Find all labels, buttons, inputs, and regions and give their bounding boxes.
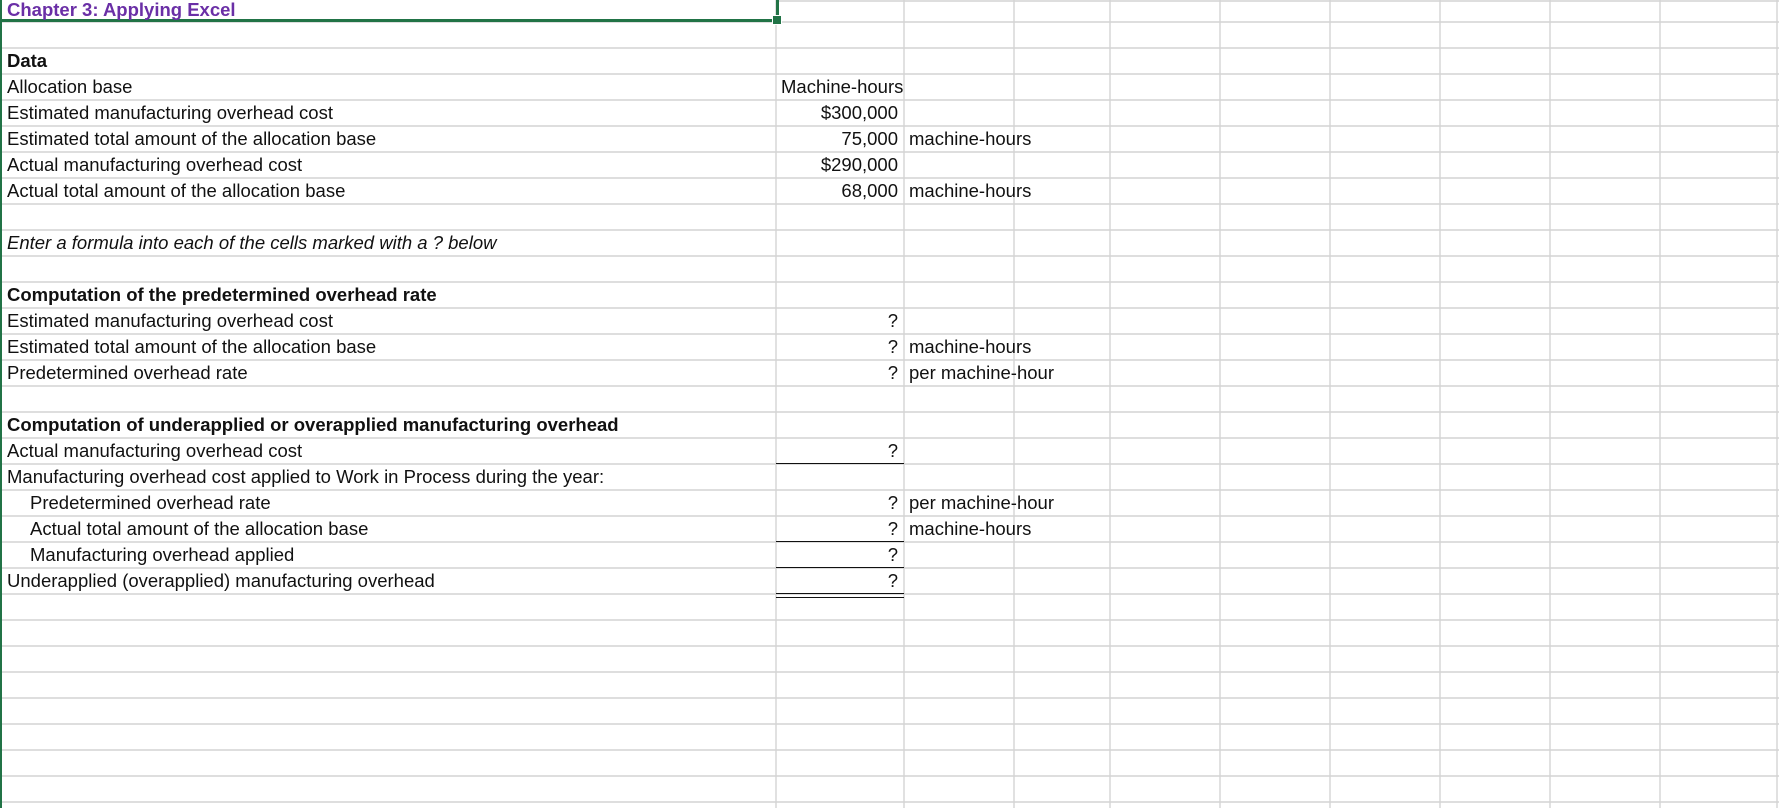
data-header[interactable]: Data <box>7 50 48 71</box>
underapplied-row-value[interactable]: ? <box>887 544 898 565</box>
data-row-unit[interactable]: machine-hours <box>909 180 1032 201</box>
data-row-value[interactable]: 68,000 <box>841 180 898 201</box>
data-row-label[interactable]: Estimated total amount of the allocation base <box>7 128 377 149</box>
underapplied-row-label[interactable]: Predetermined overhead rate <box>30 492 271 513</box>
cell-double-bottom-border <box>776 597 904 598</box>
data-row-unit[interactable]: machine-hours <box>909 128 1032 149</box>
predetermined-row-unit[interactable]: machine-hours <box>909 336 1032 357</box>
underapplied-row-value[interactable]: ? <box>887 440 898 461</box>
underapplied-row-label[interactable]: Actual manufacturing overhead cost <box>7 440 303 461</box>
predetermined-row-value[interactable]: ? <box>887 362 898 383</box>
instruction-text[interactable]: Enter a formula into each of the cells marked with a ? below <box>7 232 497 253</box>
cell-bottom-border <box>776 463 904 464</box>
predetermined-row-value[interactable]: ? <box>887 310 898 331</box>
data-row-label[interactable]: Allocation base <box>7 76 133 97</box>
underapplied-row-value[interactable]: ? <box>887 570 898 591</box>
cell-double-bottom-border <box>776 593 904 594</box>
predetermined-row-value[interactable]: ? <box>887 336 898 357</box>
predetermined-row-label[interactable]: Estimated manufacturing overhead cost <box>7 310 333 331</box>
data-row-label[interactable]: Estimated manufacturing overhead cost <box>7 102 333 123</box>
underapplied-row-value[interactable]: ? <box>887 518 898 539</box>
data-row-value[interactable]: $300,000 <box>820 102 898 123</box>
underapplied-row-value[interactable]: ? <box>887 492 898 513</box>
fill-handle[interactable] <box>772 15 782 25</box>
predetermined-row-unit[interactable]: per machine-hour <box>909 362 1054 383</box>
data-row-value[interactable]: $290,000 <box>820 154 898 175</box>
data-row-label[interactable]: Actual manufacturing overhead cost <box>7 154 303 175</box>
sheet-title[interactable]: Chapter 3: Applying Excel <box>7 0 236 20</box>
underapplied-row-label[interactable]: Manufacturing overhead applied <box>30 544 295 565</box>
underapplied-header[interactable]: Computation of underapplied or overapplied manufacturing overhead <box>7 414 619 435</box>
underapplied-row-unit[interactable]: per machine-hour <box>909 492 1054 513</box>
predetermined-header[interactable]: Computation of the predetermined overhead rate <box>7 284 437 305</box>
data-row-value[interactable]: Machine-hours <box>781 76 904 97</box>
predetermined-row-label[interactable]: Estimated total amount of the allocation base <box>7 336 377 357</box>
predetermined-row-label[interactable]: Predetermined overhead rate <box>7 362 248 383</box>
underapplied-row-unit[interactable]: machine-hours <box>909 518 1032 539</box>
underapplied-row-label[interactable]: Actual total amount of the allocation base <box>30 518 369 539</box>
data-row-value[interactable]: 75,000 <box>841 128 898 149</box>
underapplied-row-label[interactable]: Manufacturing overhead cost applied to Work in Process during the year: <box>7 466 605 487</box>
underapplied-row-label[interactable]: Underapplied (overapplied) manufacturing overhead <box>7 570 435 591</box>
data-row-label[interactable]: Actual total amount of the allocation base <box>7 180 346 201</box>
